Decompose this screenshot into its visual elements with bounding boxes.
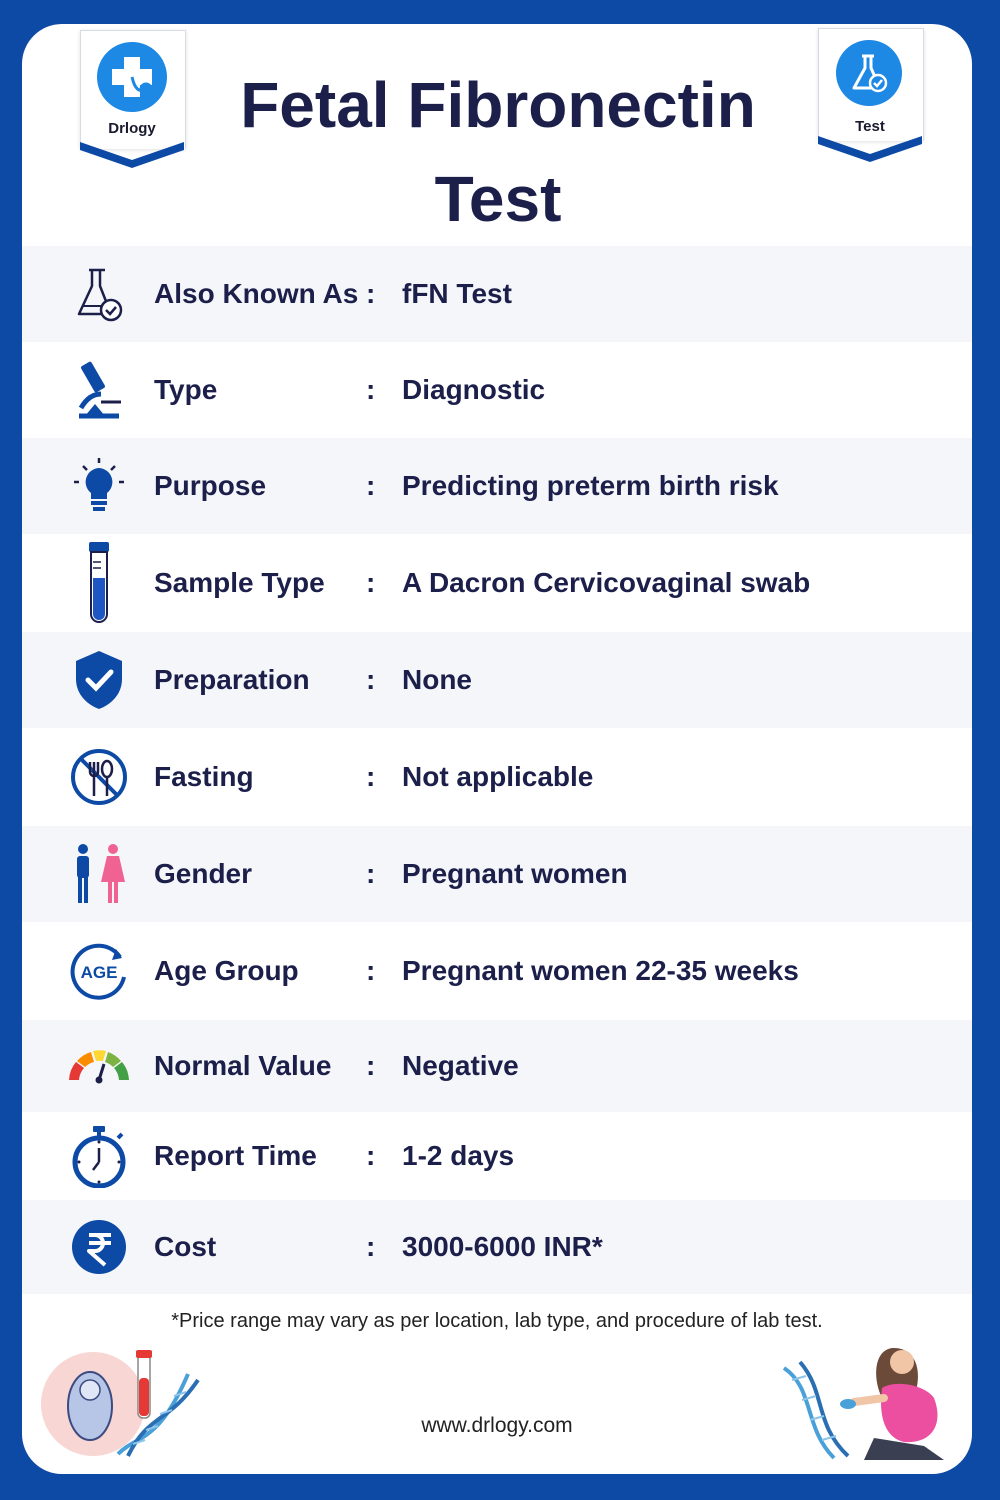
row-colon: :	[366, 664, 376, 695]
test-tube-icon	[66, 540, 132, 626]
flask-check-icon	[66, 261, 132, 327]
male-female-icon	[66, 841, 132, 907]
stopwatch-icon	[66, 1123, 132, 1189]
row-colon: :	[366, 278, 376, 309]
row-label: Sample Type	[154, 567, 325, 598]
info-table	[22, 246, 972, 1294]
row-colon: :	[366, 470, 376, 501]
info-row-fasting	[22, 728, 972, 826]
drlogy-badge-label: Drlogy	[108, 120, 156, 137]
row-colon: :	[366, 1140, 376, 1171]
row-label: Normal Value	[154, 1050, 332, 1081]
gauge-icon	[66, 1033, 132, 1099]
row-value: 1-2 days	[402, 1140, 515, 1171]
lightbulb-icon	[66, 453, 132, 519]
pregnant-woman-dna-illustration	[774, 1328, 954, 1468]
row-value: Diagnostic	[402, 374, 546, 405]
row-value: 3000-6000 INR*	[402, 1231, 603, 1262]
drlogy-logo-badge[interactable]	[80, 30, 184, 170]
row-colon: :	[366, 1050, 376, 1081]
row-value: fFN Test	[402, 278, 512, 309]
test-badge-label: Test	[855, 118, 885, 135]
info-row-age-group	[22, 922, 972, 1020]
fetus-dna-illustration	[38, 1344, 208, 1464]
info-row-gender	[22, 826, 972, 922]
info-row-also-known-as	[22, 246, 972, 342]
row-label: Type	[154, 374, 218, 405]
row-colon: :	[366, 761, 376, 792]
website-link[interactable]: www.drlogy.com	[421, 1414, 573, 1437]
flask-check-icon	[836, 40, 902, 106]
test-badge	[818, 28, 922, 168]
row-label: Also Known As	[154, 278, 359, 309]
badge-ribbon	[818, 132, 922, 166]
row-colon: :	[366, 567, 376, 598]
info-row-cost	[22, 1200, 972, 1294]
microscope-icon	[66, 357, 132, 423]
row-label: Cost	[154, 1231, 217, 1262]
age-icon-text: AGE	[80, 963, 118, 982]
no-food-icon	[66, 744, 132, 810]
row-value: None	[402, 664, 472, 695]
price-footnote: *Price range may vary as per location, lab type, and procedure of lab test.	[171, 1310, 823, 1332]
rupee-icon	[66, 1214, 132, 1280]
info-row-type	[22, 342, 972, 438]
row-value: Pregnant women 22-35 weeks	[402, 955, 799, 986]
row-label: Purpose	[154, 470, 267, 501]
info-row-normal-value	[22, 1020, 972, 1112]
page-title: Fetal Fibronectin Test	[240, 69, 756, 235]
row-label: Preparation	[154, 664, 310, 695]
age-icon	[66, 938, 132, 1004]
row-colon: :	[366, 858, 376, 889]
row-colon: :	[366, 955, 376, 986]
row-value: Negative	[402, 1050, 519, 1081]
info-row-purpose	[22, 438, 972, 534]
row-label: Gender	[154, 858, 253, 889]
row-colon: :	[366, 1231, 376, 1262]
row-label: Report Time	[154, 1140, 317, 1171]
row-value: Pregnant women	[402, 858, 628, 889]
info-row-sample-type	[22, 534, 972, 632]
row-label: Fasting	[154, 761, 254, 792]
row-value: Predicting preterm birth risk	[402, 470, 779, 501]
doctor-cross-stethoscope-icon	[97, 42, 167, 112]
row-value: Not applicable	[402, 761, 594, 792]
infographic-card	[22, 24, 972, 1474]
shield-check-icon	[66, 647, 132, 713]
row-value: A Dacron Cervicovaginal swab	[402, 567, 811, 598]
badge-ribbon	[80, 138, 184, 172]
row-colon: :	[366, 374, 376, 405]
info-row-preparation	[22, 632, 972, 728]
info-row-report-time	[22, 1112, 972, 1200]
row-label: Age Group	[154, 955, 299, 986]
